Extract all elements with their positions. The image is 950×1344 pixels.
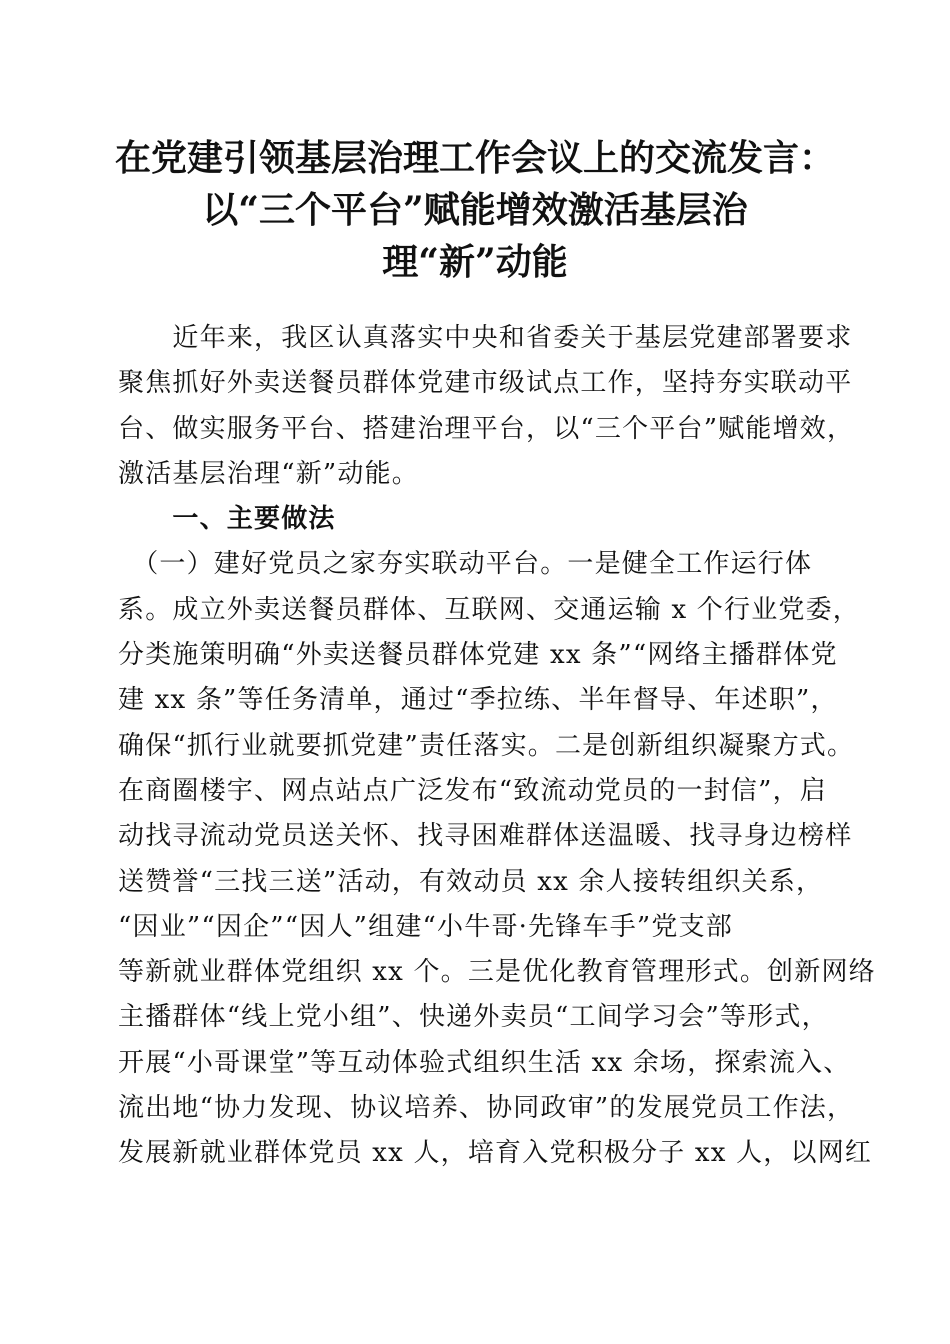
- title-line-3: 理“新”动能: [382, 241, 568, 283]
- body-paragraph-line: 确保“抓行业就要抓党建”责任落实。二是创新组织凝聚方式。: [118, 730, 855, 761]
- body-paragraph-line: 动找寻流动党员送关怀、找寻困难群体送温暖、找寻身边榜样: [118, 821, 853, 852]
- intro-paragraph-line: 近年来，我区认真落实中央和省委关于基层党建部署要求: [118, 323, 853, 353]
- body-paragraph-line: 主播群体“线上党小组”、快递外卖员“工间学习会”等形式，: [118, 1002, 829, 1033]
- body-paragraph-line: （一）建好党员之家夯实联动平台。一是健全工作运行体: [118, 549, 813, 580]
- document-title: [100, 132, 850, 288]
- intro-paragraph-line: 聚焦抓好外卖送餐员群体党建市级试点工作，坚持夯实联动平: [118, 368, 853, 399]
- section-heading: 一、主要做法: [118, 504, 336, 535]
- body-paragraph-line: “因业”“因企”“因人”组建“小牛哥·先锋车手”党支部: [118, 911, 734, 942]
- body-paragraph-line: 分类施策明确“外卖送餐员群体党建 xx 条”“网络主播群体党: [118, 640, 838, 671]
- document-body: [118, 316, 876, 1177]
- body-paragraph-line: 建 xx 条”等任务清单，通过“季拉练、半年督导、年述职”，: [118, 685, 838, 716]
- body-paragraph-line: 在商圈楼宇、网点站点广泛发布“致流动党员的一封信”，启: [118, 775, 827, 806]
- intro-paragraph-line: 台、做实服务平台、搭建治理平台，以“三个平台”赋能增效，: [118, 413, 855, 444]
- body-paragraph-line: 开展“小哥课堂”等互动体验式组织生活 xx 余场，探索流入、: [118, 1047, 851, 1078]
- title-line-1: 在党建引领基层治理工作会议上的交流发言：: [114, 137, 835, 179]
- title-line-2: 以“三个平台”赋能增效激活基层治: [202, 189, 748, 231]
- body-paragraph-line: 发展新就业群体党员 xx 人，培育入党积极分子 xx 人，以网红: [118, 1138, 873, 1169]
- body-paragraph-line: 流出地“协力发现、协议培养、协同政审”的发展党员工作法，: [118, 1093, 855, 1124]
- body-paragraph-line: 送赞誉“三找三送”活动，有效动员 xx 余人接转组织关系，: [118, 866, 824, 897]
- body-paragraph-line: 等新就业群体党组织 xx 个。三是优化教育管理形式。创新网络: [118, 957, 876, 988]
- body-paragraph-line: 系。成立外卖送餐员群体、互联网、交通运输 x 个行业党委，: [118, 594, 860, 625]
- intro-paragraph-line: 激活基层治理“新”动能。: [118, 458, 419, 489]
